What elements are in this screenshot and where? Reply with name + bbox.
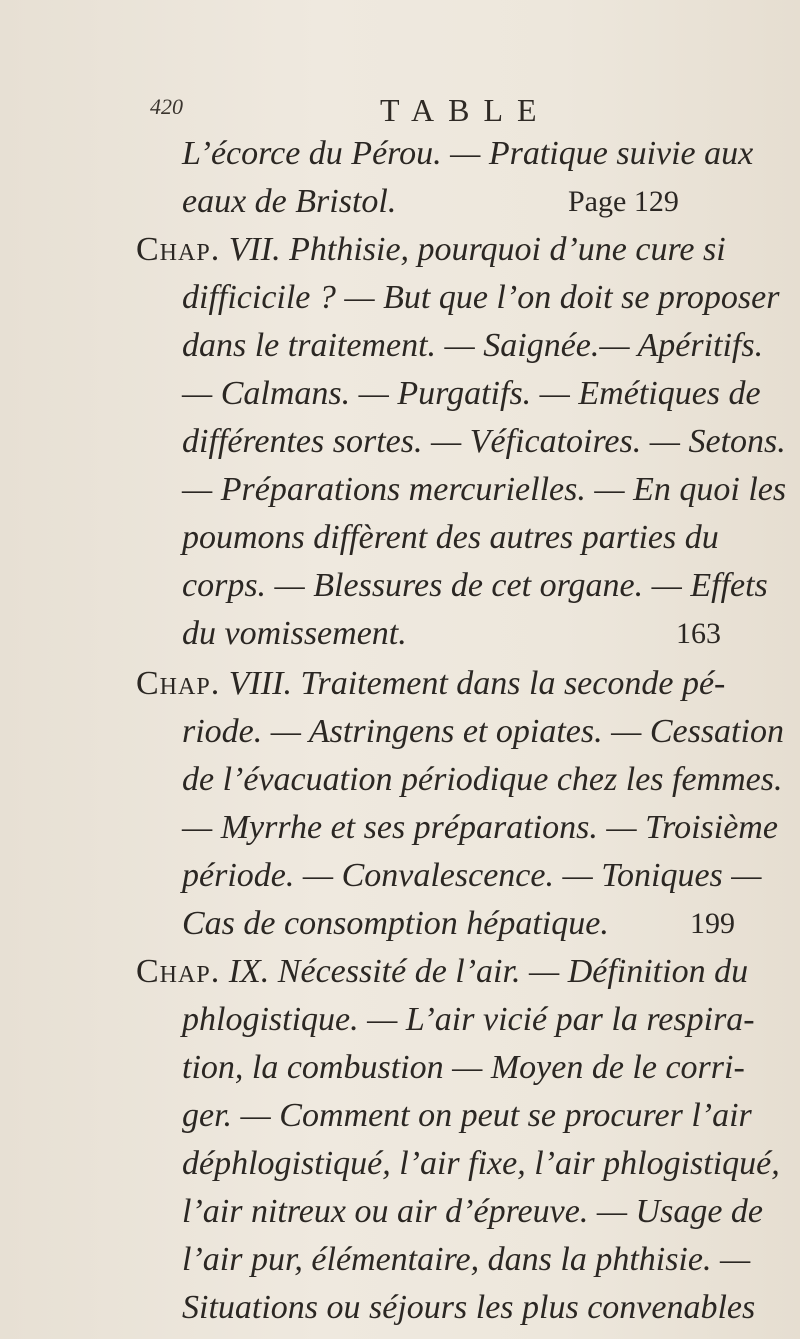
chapter-label: Chap. — [136, 231, 221, 268]
toc-line-17: Cas de consomption hépatique. — [182, 905, 609, 942]
page-ref-vomissement: 163 — [676, 617, 721, 650]
toc-line-13: riode. — Astringens et opiates. — Cessation — [182, 713, 784, 750]
toc-line-12: VIII. Traitement dans la seconde pé- — [228, 665, 726, 702]
chapter-vii-heading — [136, 230, 726, 270]
chapter-label: Chap. — [136, 665, 221, 702]
toc-line-4: difficicile ? — But que l’on doit se proposer — [182, 279, 780, 316]
toc-line-24: l’air pur, élémentaire, dans la phthisie. — — [182, 1241, 751, 1278]
toc-line-7: différentes sortes. — Véficatoires. — Setons. — [182, 423, 786, 460]
table-title: TABLE — [380, 92, 551, 128]
chapter-label: Chap. — [136, 953, 221, 990]
page-ref-hepatique: 199 — [690, 907, 735, 940]
toc-line-23: l’air nitreux ou air d’épreuve. — Usage de — [182, 1193, 764, 1230]
toc-line-21: ger. — Comment on peut se procurer l’air — [182, 1097, 752, 1134]
toc-line-25: Situations ou séjours les plus convenables — [182, 1289, 756, 1326]
toc-line-1: L’écorce du Pérou. — Pratique suivie aux — [182, 135, 754, 172]
toc-line-14: de l’évacuation périodique chez les femmes. — [182, 761, 783, 798]
toc-line-11: du vomissement. — [182, 615, 407, 652]
toc-line-2: eaux de Bristol. — [182, 183, 397, 220]
toc-line-5: dans le traitement. — Saignée.— Apéritifs. — [182, 327, 764, 364]
chapter-ix-heading — [136, 952, 748, 992]
toc-line-16: période. — Convalescence. — Toniques — — [182, 857, 762, 894]
toc-line-10: corps. — Blessures de cet organe. — Effets — [182, 567, 768, 604]
toc-line-19: phlogistique. — L’air vicié par la respira- — [182, 1001, 755, 1038]
chapter-viii-heading — [136, 664, 725, 704]
toc-line-18: IX. Nécessité de l’air. — Définition du — [228, 953, 749, 990]
page-number: 420 — [150, 94, 183, 119]
toc-line-20: tion, la combustion — Moyen de le corri- — [182, 1049, 745, 1086]
toc-line-6: — Calmans. — Purgatifs. — Emétiques de — [182, 375, 761, 412]
toc-line-8: — Préparations mercurielles. — En quoi les — [182, 471, 787, 508]
running-head — [150, 92, 750, 132]
page-ref-bristol: Page 129 — [568, 185, 679, 218]
toc-line-15: — Myrrhe et ses préparations. — Troisième — [182, 809, 778, 846]
toc-line-9: poumons diffèrent des autres parties du — [182, 519, 719, 556]
toc-line-3: VII. Phthisie, pourquoi d’une cure si — [228, 231, 726, 268]
toc-line-22: déphlogistiqué, l’air fixe, l’air phlogistiqué, — [182, 1145, 780, 1182]
